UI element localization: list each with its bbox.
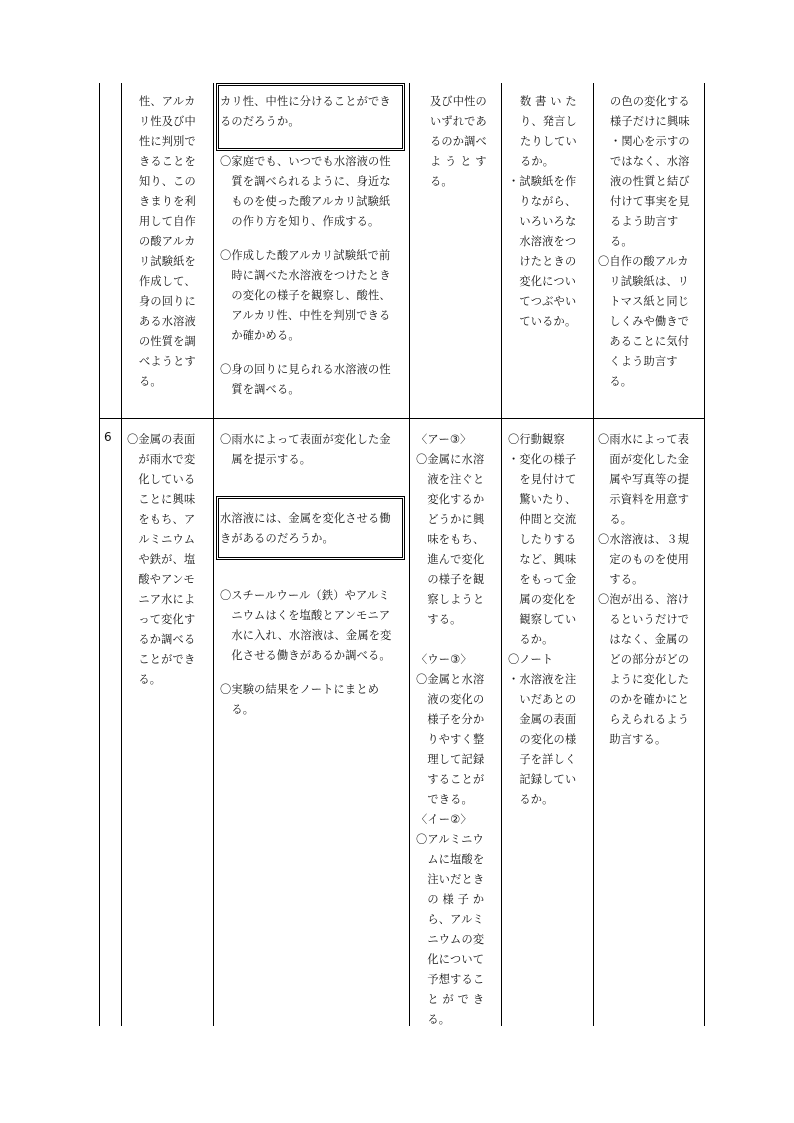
text-line: 味をもち、 (416, 533, 485, 546)
text-line: リ試験紙は、リ (598, 275, 690, 288)
text-line: 数 書 い た (520, 95, 577, 108)
text-line: る。 (430, 175, 453, 188)
text-line: はなく、金属の (598, 633, 689, 646)
text-line: の性質を調 (139, 335, 196, 348)
text-line: たりしてい (520, 135, 577, 148)
row2-intro-cell (220, 430, 391, 470)
text-line: ・水溶液を注 (508, 673, 577, 686)
text-line: することが (416, 773, 485, 786)
text-line: 注いだとき (416, 873, 485, 886)
row1-goal-cell (139, 92, 196, 392)
text-line: ニウムはくを塩酸とアンモニア (220, 609, 391, 622)
text-line: べようとす (139, 355, 196, 368)
period-number: 6 (104, 430, 112, 444)
text-line: ものを使った酸アルカリ試験紙 (220, 195, 391, 208)
text-line: いずれであ (430, 115, 487, 128)
text-line: 予想するこ (416, 973, 485, 986)
text-line: 進んで変化 (416, 553, 485, 566)
text-line: 化について (416, 953, 485, 966)
text-line: 仲間と交流 (508, 513, 577, 526)
text-line: リ性及び中 (139, 115, 196, 128)
text-line: 〈ウー③〉 (416, 653, 472, 666)
text-line: アルカリ性、中性を判別できる (220, 309, 391, 322)
row1-question-text (220, 92, 391, 132)
text-line: 作成して、 (139, 275, 196, 288)
row1-criteria-cell (430, 92, 487, 192)
text-line: 液を注ぐと (416, 473, 485, 486)
text-line: 観察してい (508, 613, 577, 626)
text-line: の酸アルカ (139, 235, 196, 248)
text-line: る。 (598, 513, 633, 526)
table-border-left (99, 83, 100, 1026)
text-line: 属の変化を (508, 593, 577, 606)
text-line: 〇自作の酸アルカ (598, 255, 689, 268)
text-line: 水に入れ、水溶液は、金属を変 (220, 629, 392, 642)
text-line: ことができ (127, 653, 196, 666)
text-line: の様子を観 (416, 573, 485, 586)
text-line: けたときの (508, 255, 577, 268)
text-line: 〇雨水によって表面が変化した金 (220, 433, 391, 446)
text-line: など、興味 (508, 553, 577, 566)
row-separator (99, 418, 705, 419)
text-line: どの部分がどの (598, 653, 690, 666)
text-line: 〇ノート (508, 653, 554, 666)
text-line: ことに興味 (127, 493, 196, 506)
text-line: るのだろうか。 (220, 115, 300, 128)
table-divider-criteria (501, 83, 502, 1026)
text-line: くよう助言す (598, 355, 678, 368)
text-line: ニア水によ (127, 593, 196, 606)
text-line: きることを (139, 155, 196, 168)
text-line: るのか調べ (430, 135, 487, 148)
text-line: 〈イー②〉 (416, 813, 472, 826)
row1-evaluation-cell (508, 92, 577, 332)
table-divider-goal (213, 83, 214, 1026)
text-line: 付けて事実を見 (610, 195, 690, 208)
row2-support-cell (598, 430, 689, 750)
text-line: 液の変化の (416, 693, 485, 706)
text-line: 酸やアンモ (127, 573, 195, 586)
text-line: てつぶやい (508, 295, 577, 308)
text-line: 知り、この (139, 175, 196, 188)
row1-activity-cell (220, 152, 391, 400)
text-line: 示資料を用意す (598, 493, 690, 506)
text-line: をもって金 (508, 573, 577, 586)
text-line: 属や写真等の提 (598, 473, 690, 486)
text-line: 性に判別で (139, 135, 196, 148)
text-line: 金属の表面 (508, 713, 577, 726)
text-line: る。 (220, 703, 255, 716)
text-line: しくみや働きで (598, 315, 690, 328)
row2-goal-cell (127, 430, 195, 690)
text-line: よ う と す (430, 155, 487, 168)
text-line: ではなく、水溶 (610, 155, 690, 168)
text-line: ・変化の様子 (508, 453, 577, 466)
text-line: の変化の様 (508, 733, 577, 746)
row2-evaluation-cell (508, 430, 576, 810)
text-line: 様子だけに興味 (610, 115, 690, 128)
text-line: リ試験紙を (139, 255, 196, 268)
text-line: りながら、 (508, 195, 577, 208)
text-line: ら、アルミ (416, 913, 484, 926)
text-line: る。 (416, 1013, 451, 1026)
text-line: 〇雨水によって表 (598, 433, 690, 446)
text-line: 〇身の回りに見られる水溶液の性 (220, 363, 391, 376)
text-line: 化させる働きがあるか調べる。 (220, 649, 391, 662)
text-line: 〇泡が出る、溶け (598, 593, 690, 606)
text-line (416, 630, 484, 650)
text-line: 化している (127, 473, 196, 486)
text-line: 〇作成した酸アルカリ試験紙で前 (220, 249, 391, 262)
text-line: 液の性質と結び (610, 175, 690, 188)
text-line: 記録してい (508, 773, 577, 786)
text-line: する。 (598, 573, 644, 586)
row1-support-cell (598, 92, 690, 392)
text-line: ・関心を示すの (610, 135, 690, 148)
text-line: が雨水で変 (127, 453, 196, 466)
text-line: ルミニウム (127, 533, 196, 546)
text-line: 性、アルカ (139, 95, 196, 108)
text-line: いろいろな (508, 215, 577, 228)
text-line: るか。 (508, 793, 554, 806)
text-line: 理して記録 (416, 753, 485, 766)
text-line: 〇金属と水溶 (416, 673, 485, 686)
text-line: ・試験紙を作 (508, 175, 577, 188)
text-line: をもち、ア (127, 513, 196, 526)
text-line: きまりを利 (139, 195, 196, 208)
text-line: ある水溶液 (139, 315, 196, 328)
text-line: るよう助言す (610, 215, 679, 228)
text-line: 時に調べた水溶液をつけたとき (220, 269, 391, 282)
text-line: 〇行動観察 (508, 433, 565, 446)
text-line: 属を提示する。 (220, 453, 312, 466)
text-line: のかを確かにと (598, 693, 690, 706)
text-line: るか調べる (127, 633, 196, 646)
text-line: する。 (416, 613, 462, 626)
text-line: 変化するか (416, 493, 485, 506)
text-line: きがあるのだろうか。 (220, 532, 334, 545)
text-line: り、発言し (520, 115, 577, 128)
text-line: 質を調べる。 (220, 383, 300, 396)
table-border-right (704, 83, 705, 1026)
text-line: 〇金属に水溶 (416, 453, 485, 466)
text-line: 〇実験の結果をノートにまとめ (220, 683, 380, 696)
text-line: したりする (508, 533, 577, 546)
text-line: ムに塩酸を (416, 853, 485, 866)
text-line: カリ性、中性に分けることができ (220, 95, 391, 108)
spacer (220, 666, 392, 680)
text-line: 水溶液をつ (508, 235, 577, 248)
text-line: 身の回りに (139, 295, 196, 308)
text-line: 用して自作 (139, 215, 196, 228)
spacer (220, 346, 391, 360)
text-line: 助言する。 (598, 733, 667, 746)
text-line: ように変化した (598, 673, 690, 686)
text-line: 〇スチールウール（鉄）やアルミ (220, 589, 390, 602)
text-line: ニウムの変 (416, 933, 485, 946)
text-line: 〇家庭でも、いつでも水溶液の性 (220, 155, 391, 168)
text-line: る。 (139, 375, 162, 388)
text-line: る。 (598, 375, 633, 388)
text-line: 変化につい (508, 275, 577, 288)
text-line: どうかに興 (416, 513, 485, 526)
text-line: るか。 (520, 155, 555, 168)
text-line: 〇金属の表面 (127, 433, 196, 446)
text-line: いだあとの (508, 693, 577, 706)
text-line: る。 (127, 673, 162, 686)
text-line: と が で き (416, 993, 485, 1006)
text-line: 様子を分か (416, 713, 485, 726)
text-line: ているか。 (508, 315, 577, 328)
text-line: 察しようと (416, 593, 485, 606)
table-divider-evaluation (593, 83, 594, 1026)
text-line: 水溶液には、金属を変化させる働 (220, 512, 391, 525)
table-divider-number (121, 83, 122, 1026)
text-line: 〈アー③〉 (416, 433, 472, 446)
text-line: の変化の様子を観察し、酸性、 (220, 289, 391, 302)
text-line: って変化す (127, 613, 196, 626)
text-line: 定のものを使用 (598, 553, 690, 566)
row2-question-text (220, 509, 391, 549)
table-divider-activity (409, 83, 410, 1026)
text-line: 驚いたり、 (508, 493, 577, 506)
text-line: か確かめる。 (220, 329, 300, 342)
text-line: 面が変化した金 (598, 453, 690, 466)
spacer (220, 232, 391, 246)
text-line: の 様 子 か (416, 893, 485, 906)
text-line: りやすく整 (416, 733, 485, 746)
text-line: トマス紙と同じ (598, 295, 690, 308)
text-line: 及び中性の (430, 95, 487, 108)
text-line: る。 (610, 235, 633, 248)
text-line: 子を詳しく (508, 753, 577, 766)
text-line: るというだけで (598, 613, 690, 626)
text-line: や鉄が、塩 (127, 553, 196, 566)
text-line: 〇水溶液は、３規 (598, 533, 690, 546)
text-line: あることに気付 (598, 335, 690, 348)
text-line: らえられるよう (598, 713, 690, 726)
row2-criteria-cell (416, 430, 484, 1030)
text-line: 質を調べられるように、身近な (220, 175, 391, 188)
text-line: できる。 (416, 793, 473, 806)
row2-activity-cell (220, 586, 392, 720)
text-line: を見付けて (508, 473, 577, 486)
text-line: の作り方を知り、作成する。 (220, 215, 380, 228)
text-line: の色の変化する (610, 95, 690, 108)
text-line: るか。 (508, 633, 554, 646)
text-line: 〇アルミニウ (416, 833, 484, 846)
